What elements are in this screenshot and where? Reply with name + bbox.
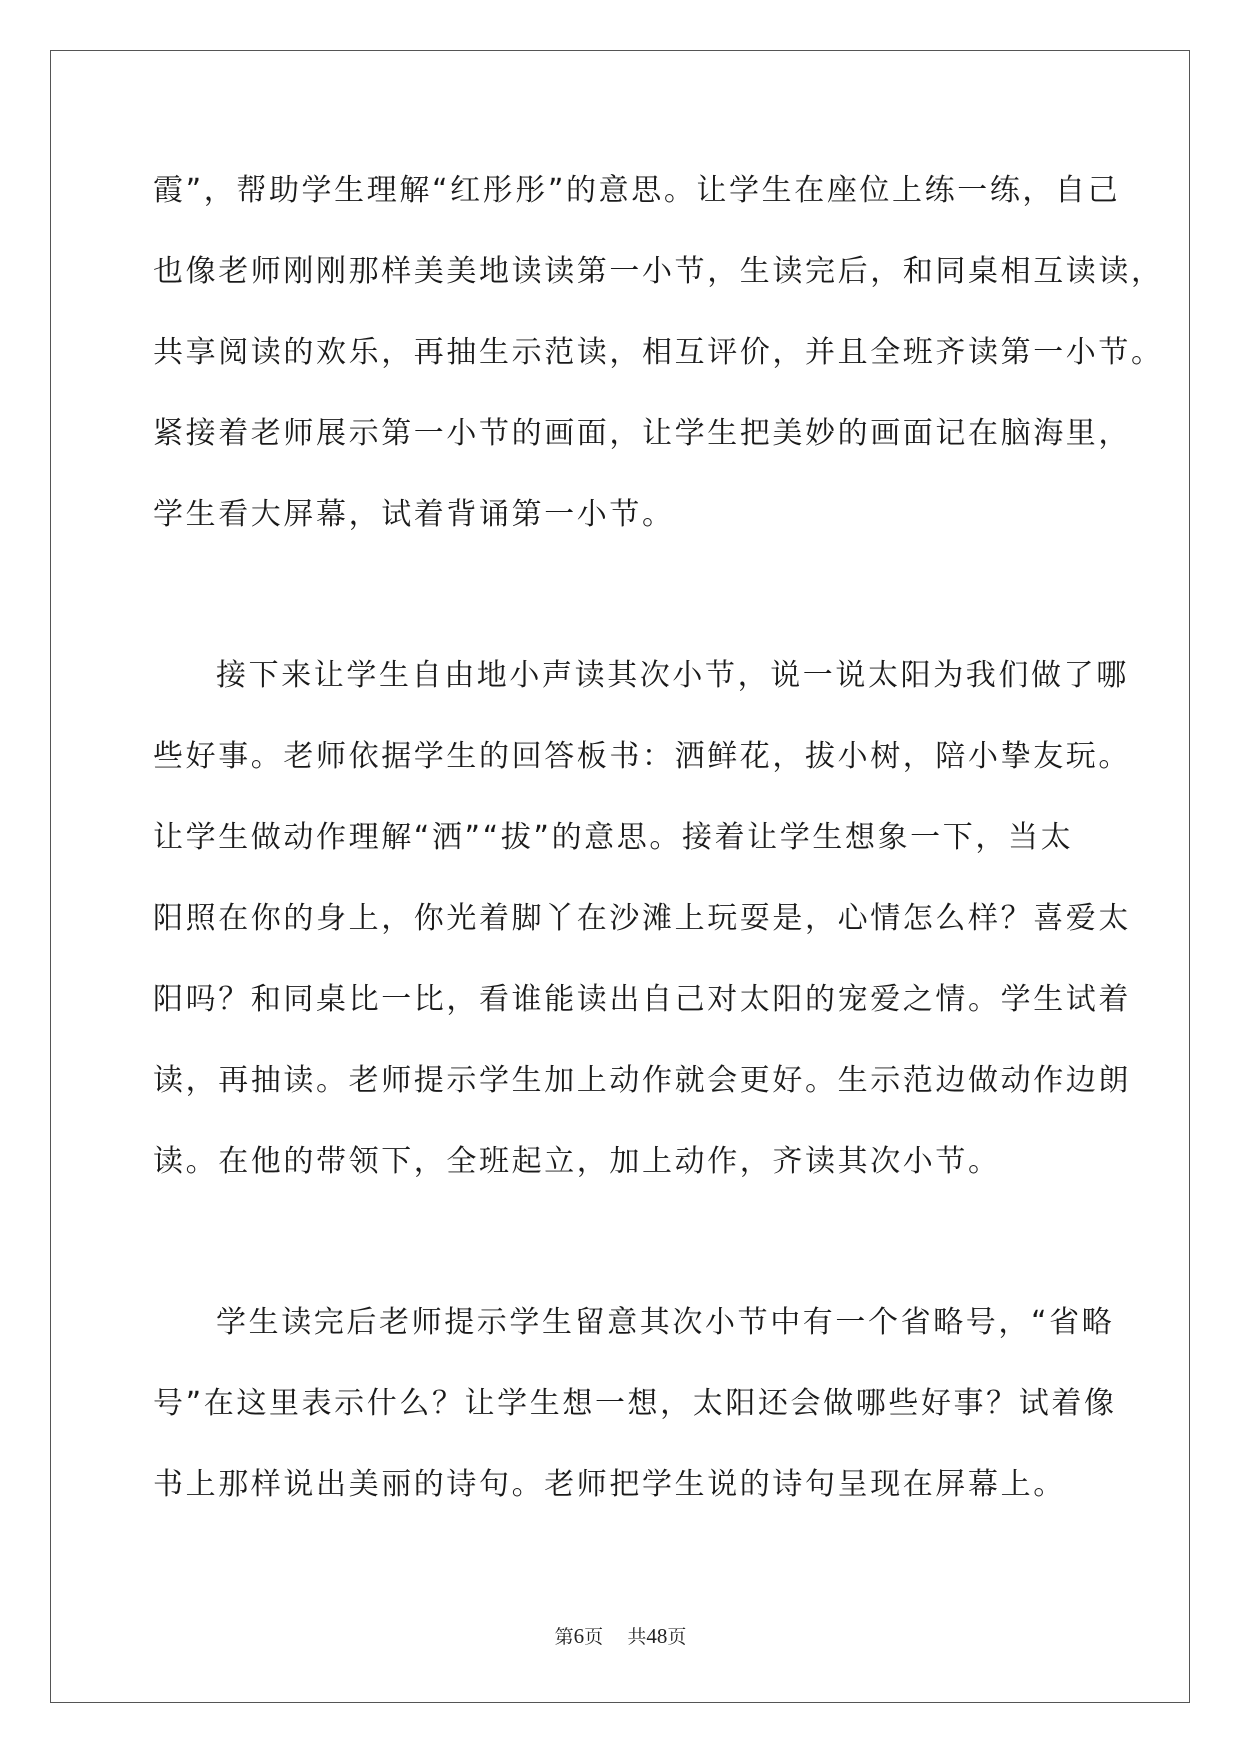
text-line: 共享阅读的欢乐，再抽生示范读，相互评价，并且全班齐读第一小节。 — [153, 335, 1164, 370]
footer-page-suffix: 页 — [584, 1626, 604, 1648]
text-line: 让学生做动作理解“洒”“拔”的意思。接着让学生想象一下，当太 — [153, 820, 1074, 855]
total-pages: 48 — [646, 1624, 668, 1648]
text-line: 接下来让学生自由地小声读其次小节，说一说太阳为我们做了哪 — [216, 658, 1129, 693]
text-line: 号”在这里表示什么？让学生想一想，太阳还会做哪些好事？试着像 — [153, 1386, 1117, 1421]
page-number: 6 — [573, 1624, 585, 1648]
page-footer — [0, 1622, 1241, 1649]
text-line: 书上那样说出美丽的诗句。老师把学生说的诗句呈现在屏幕上。 — [153, 1467, 1066, 1502]
text-line: 读。在他的带领下，全班起立，加上动作，齐读其次小节。 — [153, 1144, 1001, 1179]
paragraph-gap — [153, 555, 1093, 635]
text-line: 些好事。老师依据学生的回答板书：洒鲜花，拔小树，陪小挚友玩。 — [153, 739, 1131, 774]
document-body — [153, 150, 1164, 1525]
footer-prefix: 第 — [554, 1626, 574, 1648]
footer-total-prefix: 共 — [627, 1626, 647, 1648]
text-line: 学生读完后老师提示学生留意其次小节中有一个省略号，“省略 — [216, 1305, 1115, 1340]
text-line: 学生看大屏幕，试着背诵第一小节。 — [153, 497, 675, 532]
paragraph-2 — [153, 635, 1131, 1202]
paragraph-1 — [153, 150, 1164, 555]
text-line: 紧接着老师展示第一小节的画面，让学生把美妙的画面记在脑海里， — [153, 416, 1131, 451]
text-line: 阳照在你的身上，你光着脚丫在沙滩上玩耍是，心情怎么样？喜爱太 — [153, 901, 1131, 936]
text-line: 阳吗？和同桌比一比，看谁能读出自己对太阳的宠爱之情。学生试着 — [153, 982, 1131, 1017]
paragraph-gap — [153, 1202, 1093, 1282]
footer-total-suffix: 页 — [667, 1626, 687, 1648]
text-line: 霞”，帮助学生理解“红彤彤”的意思。让学生在座位上练一练，自己 — [153, 173, 1121, 208]
paragraph-3 — [153, 1282, 1117, 1525]
text-line: 读，再抽读。老师提示学生加上动作就会更好。生示范边做动作边朗 — [153, 1063, 1131, 1098]
text-line: 也像老师刚刚那样美美地读读第一小节，生读完后，和同桌相互读读， — [153, 254, 1164, 289]
